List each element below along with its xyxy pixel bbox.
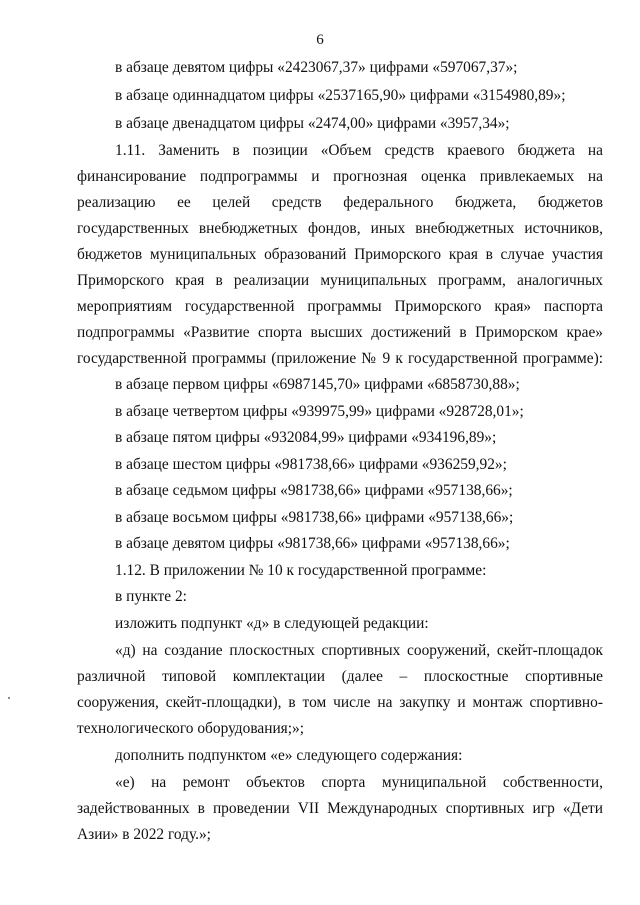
text-line: технологического оборудования;»; [77,720,305,737]
text-line: в абзаце восьмом цифры «981738,66» цифрами «957138,66»; [115,509,514,526]
page-number: 6 [316,32,324,48]
text-line: подпрограммы «Развитие спорта высших достижений в Приморском крае» [77,324,603,341]
text-line: в абзаце одиннадцатом цифры «2537165,90» цифрами «3154980,89»; [115,87,566,104]
text-line: в абзаце первом цифры «6987145,70» цифрами «6858730,88»; [115,376,520,393]
text-line: бюджетов муниципальных образований Приморского края в случае участия [77,246,603,263]
text-line: государственной программы (приложение № 9 к государственной программе): [77,350,603,367]
text-line: в абзаце шестом цифры «981738,66» цифрами «936259,92»; [115,456,507,473]
text-line: сооружения, скейт-площадки), в том числе на закупку и монтаж спортивно- [77,694,603,711]
text-line: в абзаце двенадцатом цифры «2474,00» цифрами «3957,34»; [115,115,510,132]
text-line: реализацию ее целей средств федерального бюджета, бюджетов [77,194,603,211]
text-line: «е) на ремонт объектов спорта муниципальной собственности, [115,774,603,791]
text-line: изложить подпункт «д» в следующей редакции: [115,615,429,632]
text-line: в абзаце девятом цифры «2423067,37» цифрами «597067,37»; [115,59,518,76]
text-line: различной типовой комплектации (далее – плоскостные спортивные [77,668,603,685]
text-line: Азии» в 2022 году.»; [77,826,211,843]
text-line: Приморского края в реализации муниципальных программ, аналогичных [77,272,603,289]
text-line: 1.12. В приложении № 10 к государственной программе: [115,562,487,579]
text-line: дополнить подпунктом «е» следующего содержания: [115,747,463,764]
text-line: задействованных в проведении VII Международных спортивных игр «Дети [77,800,603,817]
text-line: в пункте 2: [115,588,187,605]
text-line: мероприятиям государственной программы Приморского края» паспорта [77,298,603,315]
text-line: в абзаце девятом цифры «981738,66» цифрами «957138,66»; [115,535,510,552]
text-line: финансирование подпрограммы и прогнозная оценка привлекаемых на [77,168,603,185]
text-line: в абзаце седьмом цифры «981738,66» цифрами «957138,66»; [115,482,513,499]
text-line: 1.11. Заменить в позиции «Объем средств краевого бюджета на [115,142,603,159]
text-line: в абзаце пятом цифры «932084,99» цифрами «934196,89»; [115,429,497,446]
text-line: в абзаце четвертом цифры «939975,99» цифрами «928728,01»; [115,403,524,420]
scan-speck [8,697,10,699]
text-line: «д) на создание плоскостных спортивных сооружений, скейт-площадок [115,642,603,659]
text-line: государственных внебюджетных фондов, иных внебюджетных источников, [77,220,603,237]
